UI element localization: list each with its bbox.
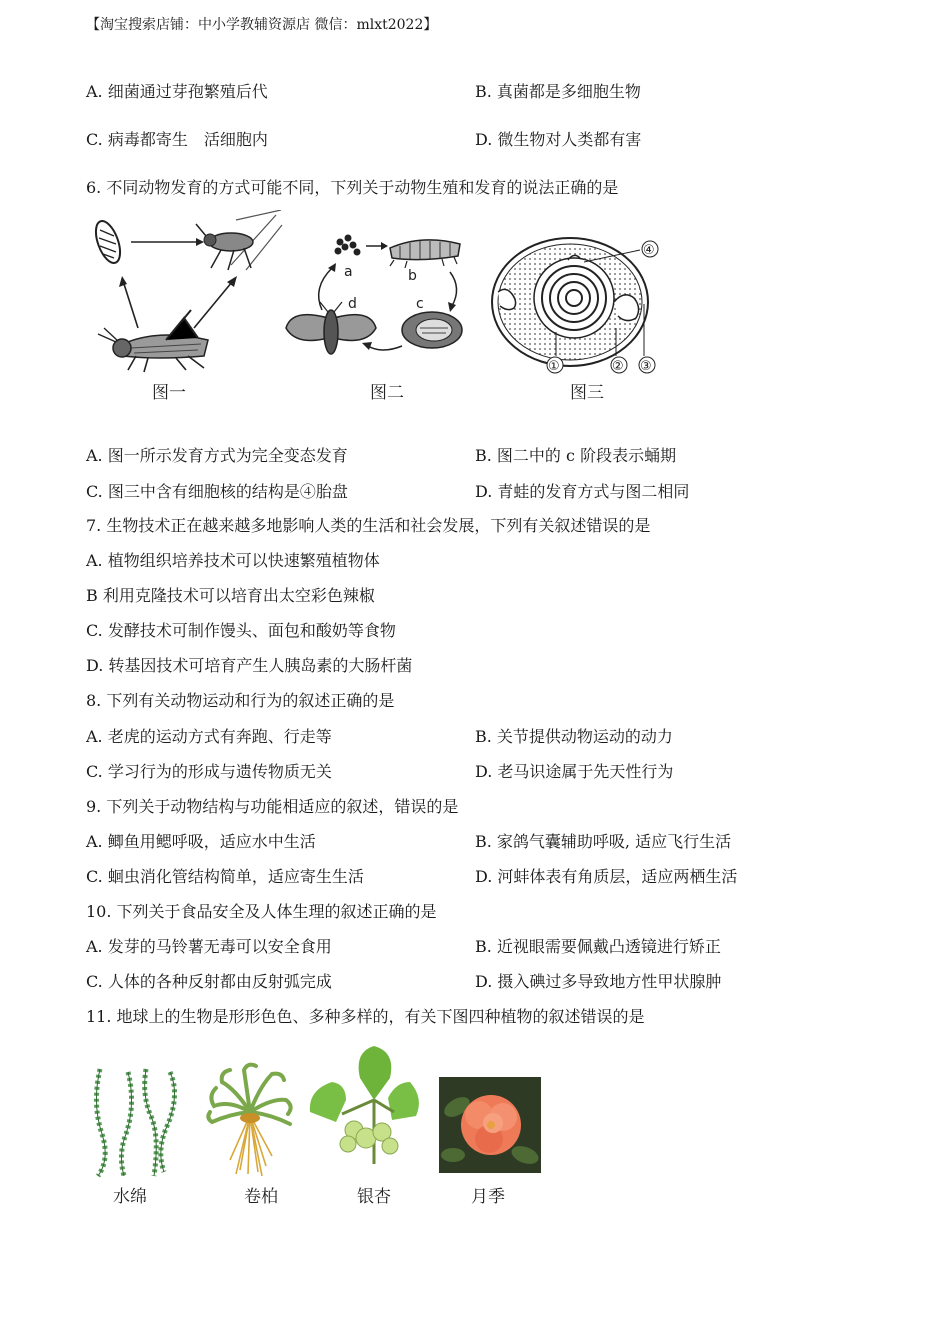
rose-flower-icon [461, 1095, 521, 1155]
label-2: ② [612, 359, 624, 374]
selaginella-image [200, 1060, 300, 1178]
stage-label-d: d [348, 296, 357, 312]
figure-2-silkworm-cycle [282, 228, 472, 368]
q10-stem: 10. 下列关于食品安全及人体生理的叙述正确的是 [86, 902, 437, 921]
plant-3-caption: 银杏 [357, 1187, 391, 1207]
cocoon-icon [402, 312, 462, 348]
q9-option-a: A. 鲫鱼用鳃呼吸，适应水中生活 [86, 832, 316, 851]
q10-option-a: A. 发芽的马铃薯无毒可以安全食用 [86, 937, 332, 956]
q6-option-a: A. 图一所示发育方式为完全变态发育 [86, 446, 348, 465]
label-3: ③ [640, 359, 652, 374]
q9-stem: 9. 下列关于动物结构与功能相适应的叙述，错误的是 [86, 797, 459, 816]
q8-option-d: D. 老马识途属于先天性行为 [475, 762, 674, 781]
roots-icon [230, 1115, 272, 1176]
adult-grasshopper-icon [98, 310, 208, 372]
q6-option-d: D. 青蛙的发育方式与图二相同 [475, 482, 690, 501]
q10-option-c: C. 人体的各种反射都由反射弧完成 [86, 972, 332, 991]
page-header-shop-info: 【淘宝搜索店铺：中小学教辅资源店 微信：mlxt2022】 [86, 17, 438, 33]
q9-option-b: B. 家鸽气囊辅助呼吸, 适应飞行生活 [475, 832, 732, 851]
spirogyra-filaments-icon [96, 1069, 174, 1176]
q11-stem: 11. 地球上的生物是形形色色、多种多样的，有关下图四种植物的叙述错误的是 [86, 1007, 645, 1026]
egg-structure-icon [492, 238, 648, 366]
spirogyra-image [88, 1064, 188, 1179]
q8-option-a: A. 老虎的运动方式有奔跑、行走等 [86, 727, 332, 746]
q8-option-b: B. 关节提供动物运动的动力 [475, 727, 673, 746]
stage-label-b: b [408, 268, 417, 284]
figure-1-caption: 图一 [152, 383, 186, 403]
q7-option-b: B 利用克隆技术可以培育出太空彩色辣椒 [86, 586, 375, 605]
figure-3-bird-egg-structure [488, 232, 668, 377]
q5-option-a: A. 细菌通过芽孢繁殖后代 [86, 82, 268, 101]
plant-1-caption: 水绵 [113, 1187, 147, 1207]
stage-label-a: a [344, 264, 353, 280]
q5-option-b: B. 真菌都是多细胞生物 [475, 82, 641, 101]
q9-option-d: D. 河蚌体表有角质层，适应两栖生活 [475, 867, 738, 886]
figure-1-grasshopper-cycle [86, 210, 286, 375]
q5-option-c: C. 病毒都寄生 活细胞内 [86, 130, 268, 149]
q8-stem: 8. 下列有关动物运动和行为的叙述正确的是 [86, 691, 395, 710]
figure-3-caption: 图三 [570, 383, 604, 403]
q10-option-b: B. 近视眼需要佩戴凸透镜进行矫正 [475, 937, 721, 956]
eggs-cluster-icon [335, 235, 361, 256]
rose-image [439, 1077, 541, 1173]
plant-4-caption: 月季 [471, 1187, 505, 1207]
q5-option-d: D. 微生物对人类都有害 [475, 130, 642, 149]
q7-option-c: C. 发酵技术可制作馒头、面包和酸奶等食物 [86, 621, 396, 640]
q10-option-d: D. 摄入碘过多导致地方性甲状腺肿 [475, 972, 722, 991]
larva-icon [390, 240, 460, 268]
ginkgo-image [302, 1042, 427, 1170]
q6-option-b: B. 图二中的 c 阶段表示蛹期 [475, 446, 677, 465]
stage-label-c: c [416, 296, 424, 312]
q6-option-c: C. 图三中含有细胞核的结构是④胎盘 [86, 482, 348, 501]
q9-option-c: C. 蛔虫消化管结构简单，适应寄生生活 [86, 867, 364, 886]
moth-icon [286, 302, 376, 354]
label-1: ① [548, 359, 560, 374]
ginkgo-seeds-icon [340, 1121, 398, 1154]
egg-icon [91, 218, 125, 266]
q8-option-c: C. 学习行为的形成与遗传物质无关 [86, 762, 332, 781]
q7-option-a: A. 植物组织培养技术可以快速繁殖植物体 [86, 551, 380, 570]
plant-2-caption: 卷柏 [244, 1187, 278, 1207]
label-4: ④ [643, 243, 655, 258]
q6-stem: 6. 不同动物发育的方式可能不同，下列关于动物生殖和发育的说法正确的是 [86, 178, 619, 197]
q7-option-d: D. 转基因技术可培育产生人胰岛素的大肠杆菌 [86, 656, 413, 675]
figure-2-caption: 图二 [370, 383, 404, 403]
q7-stem: 7. 生物技术正在越来越多地影响人类的生活和社会发展，下列有关叙述错误的是 [86, 516, 651, 535]
nymph-icon [196, 210, 282, 270]
